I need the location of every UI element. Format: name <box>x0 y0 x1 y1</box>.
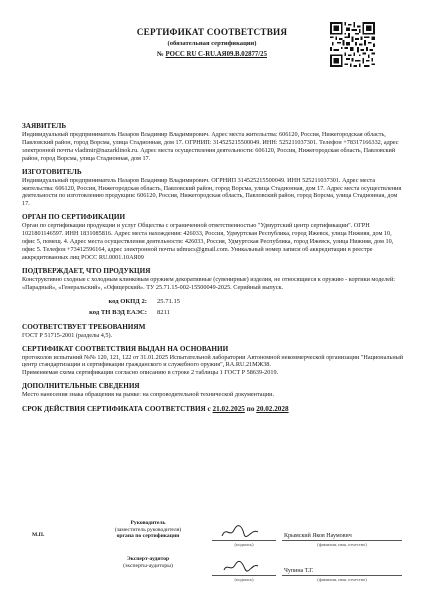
manufacturer-text: Индивидуальный предприниматель Назаров Владимир Владимирович. ОГРНИП 314525215500049. ИНН 525211037301. Адрес места жительства: 606120, Россия, Нижегородская область, Павловский район, город Ворсма, улица Стадионная, дом 17. Адрес места осуществления деятельности по изготовлению продукции: 606120, Россия, Нижегородская область, Павловский район, город Ворсма, улица Стадионная, дом 17. <box>22 176 402 208</box>
certificate-number: № РОСС RU С-RU.АЯ09.В.02877/25 <box>157 51 267 58</box>
head-sign-line <box>212 540 276 541</box>
head-name: Крымский Яков Наумович <box>284 533 352 539</box>
certification-body-heading: ОРГАН ПО СЕРТИФИКАЦИИ <box>22 213 126 222</box>
expert-sign-line <box>212 575 276 576</box>
applicant-text: Индивидуальный предприниматель Назаров Владимир Владимирович. Адрес места жительства: 606120, Россия, Нижегородская область, Павловский район, город Ворсма, улица Стадионная, дом 17. ОГРНИП: 314525215500049. ИНН: 525211037301. Телефон +78317166332, адрес электронной почты vladimir@nazarklinok.ru. Адрес места осуществления деятельности: 606120, Россия, Нижегородская область, Павловский район, город Ворсма, улица Стадионная, дом 17. <box>22 131 399 162</box>
expert-name-line <box>282 575 402 576</box>
tn-ved-label: код ТН ВЭД ЕАЭС: <box>89 308 147 316</box>
head-name-line <box>282 540 402 541</box>
okpd2-row <box>22 296 404 307</box>
additional-info-heading: ДОПОЛНИТЕЛЬНЫЕ СВЕДЕНИЯ <box>22 382 140 391</box>
expert-name: Чупина Т.Г. <box>284 568 314 574</box>
validity-period: СРОК ДЕЙСТВИЯ СЕРТИФИКАТА СООТВЕТСТВИЯ с 21.02.2025 по 20.02.2028 <box>22 405 289 414</box>
basis-heading: СЕРТИФИКАТ СООТВЕТСТВИЯ ВЫДАН НА ОСНОВАНИИ <box>22 344 229 353</box>
basis-text: протоколов испытаний №№ 120, 121, 122 от 31.01.2025 Испытательной лаборатории Автономной некоммерческой организации "Национальный центр стандартизации и сертификации гражданского и служебного оружия", RA.RU.21МЖ38. <box>22 353 404 369</box>
tn-ved-value: 8211 <box>157 308 170 316</box>
certification-body-text: Орган по сертификации продукции и услуг Общества с ограниченной ответственностью "Удмуртский центр сертификации". ОГРН 1021801146597. ИНН 1831085816. Адрес места нахождения: 426033, Россия, Удмуртская Республика, город Ижевск, улица Нижняя, дом 10, офис 5, помещ. 4. Адрес места осуществления деятельности: 426033, Россия, Удмуртская Республика, город Ижевск, улица Нижняя, дом 10, офис 5. Телефон +73412596164, адрес электронной почты udmucs@gmail.com. Уникальный номер записи об аккредитации в реестре аккредитованных лиц РОСС RU.0001.10АЯ09 <box>22 222 394 261</box>
certificate-subtitle: (обязательная сертификация) <box>167 40 257 47</box>
head-role: Руководитель (заместитель руководителя) органа по сертификации <box>114 520 182 540</box>
expert-signature-icon <box>222 560 260 574</box>
tn-ved-row <box>22 307 404 318</box>
certificate-body <box>22 122 404 414</box>
head-name-caption: (фамилия, имя, отчество) <box>317 542 367 547</box>
product-heading: ПОДТВЕРЖДАЕТ, ЧТО ПРОДУКЦИЯ <box>22 266 151 275</box>
requirements-text: ГОСТ Р 51715-2001 (разделы 4,5). <box>22 331 113 339</box>
additional-info-text: Место нанесения знака обращения на рынке: на сопроводительной технической документации. <box>22 391 274 399</box>
applicant-heading: ЗАЯВИТЕЛЬ <box>22 122 67 130</box>
head-signature-icon <box>220 524 260 540</box>
head-sign-caption: (подпись) <box>234 542 254 547</box>
expert-role: Эксперт-аудитор (эксперты-аудиторы) <box>123 556 173 569</box>
basis-scheme: Применяемая схема сертификации согласно описанию в строке 2 таблицы 1 ГОСТ Р 58639-2019. <box>22 369 279 377</box>
stamp-mark: М.П. <box>32 532 45 538</box>
product-codes <box>22 296 404 318</box>
expert-name-caption: (фамилия, имя, отчество) <box>317 577 367 582</box>
okpd2-value: 25.71.15 <box>157 297 181 305</box>
expert-sign-caption: (подпись) <box>234 577 254 582</box>
manufacturer-heading: ИЗГОТОВИТЕЛЬ <box>22 167 82 176</box>
okpd2-label: код ОКПД 2: <box>108 297 147 305</box>
certificate-title: СЕРТИФИКАТ СООТВЕТСТВИЯ <box>136 27 288 37</box>
requirements-heading: СООТВЕТСТВУЕТ ТРЕБОВАНИЯМ <box>22 322 146 331</box>
signature-block <box>22 520 404 595</box>
product-text: Конструктивно сходные с холодным клинковым оружием декоративные (сувенирные) изделия, не относящиеся к оружию - кортики моделей: «Парадный», «Генеральский», «Офицерский». ТУ 25.71.15-002-15500049-2025. Серийный выпуск. <box>22 275 396 291</box>
qr-code-icon <box>330 22 375 67</box>
